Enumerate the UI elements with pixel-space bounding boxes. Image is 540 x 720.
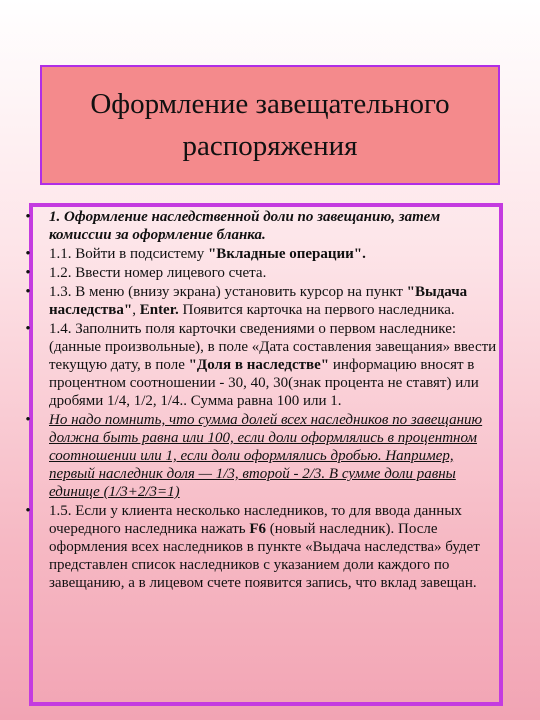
item-text: 1.5. Если у клиента несколько наследников, то для ввода данных очередного наследника нажать: [49, 503, 462, 537]
item-bold-text: "Вкладные операции".: [207, 246, 366, 262]
bullet-icon: •: [25, 321, 31, 337]
item-bold-text: "Выдача наследства": [49, 284, 468, 318]
item-text: информацию вносят в процентном соотношении - 30, 40, 30(знак процента не ставят) или дробями 1/4, 1/2, 1/4.. Сумма равна 100 или 1.: [49, 357, 479, 409]
instruction-list: [22, 208, 502, 593]
list-item: [22, 320, 502, 410]
item-bold-text: F6: [249, 521, 267, 537]
item-text: 1.2. Ввести номер лицевого счета.: [49, 265, 267, 281]
item-text: 1.3. В меню (внизу экрана) установить курсор на пункт: [49, 284, 407, 300]
bullet-icon: •: [25, 284, 31, 300]
item-text: 1.1. Войти в подсистему: [49, 246, 208, 262]
list-item: [22, 264, 502, 282]
list-item: [22, 411, 502, 501]
item-text: (новый наследник). После оформления всех наследников в пункте «Выдача наследства» будет представлен список наследников с указанием доли каждого по завещанию, а в лицевом счете появится запись, что вклад завещан.: [49, 521, 480, 591]
item-text: 1. Оформление наследственной доли по завещанию, затем комиссии за оформление бланка.: [49, 209, 441, 243]
item-text: Появится карточка на первого наследника.: [178, 302, 455, 318]
bullet-icon: •: [25, 209, 31, 225]
bullet-icon: •: [25, 265, 31, 281]
list-item: [22, 502, 502, 592]
list-item: [22, 283, 502, 319]
item-text: ,: [132, 302, 140, 318]
item-text: 1.4. Заполнить поля карточки сведениями о первом наследнике: (данные произвольные), в поле «Дата составления завещания» ввести текущую дату, в поле: [49, 321, 497, 373]
bullet-icon: •: [25, 503, 31, 519]
item-bold-text: "Доля в наследстве": [188, 357, 330, 373]
item-bold-text: Enter.: [139, 302, 179, 318]
list-item: [22, 245, 502, 263]
bullet-icon: •: [25, 246, 31, 262]
title-box: [40, 65, 500, 185]
item-note-text: Но надо помнить, что сумма долей всех наследников по завещанию должна быть равна или 100, если доли оформлялись в процентном соотношении или 1, если доли оформлялись дробью. Например, первый наследник доля — 1/3, второй - 2/3. В сумме доли равны единице (1/3+2/3=1): [49, 412, 483, 500]
slide-title: Оформление завещательного распоряжения: [90, 88, 450, 162]
bullet-icon: •: [25, 412, 31, 428]
list-item: [22, 208, 502, 244]
